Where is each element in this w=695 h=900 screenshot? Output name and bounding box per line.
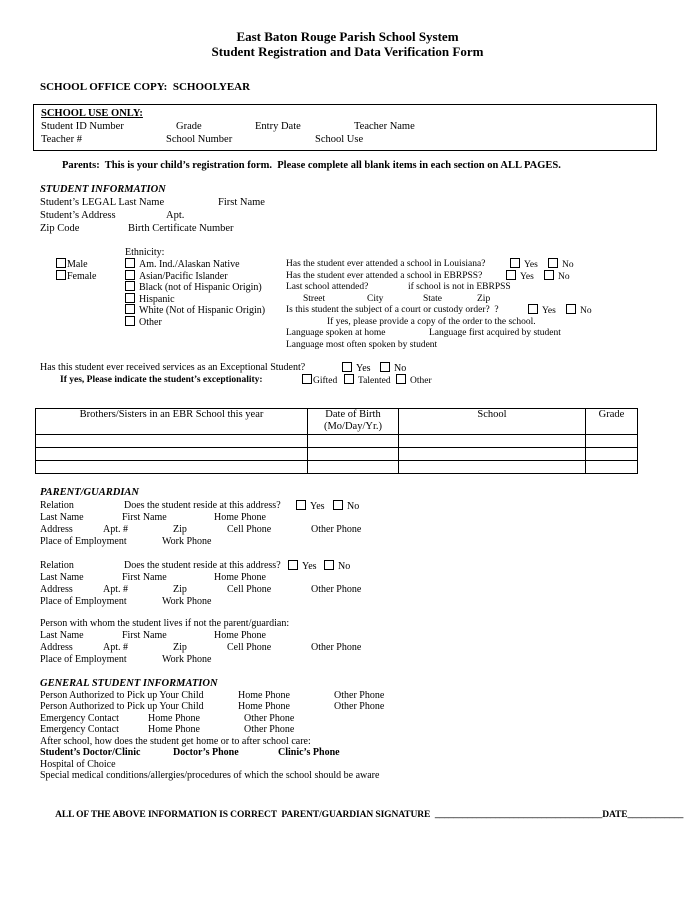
other-exceptionality-checkbox[interactable] (396, 374, 406, 384)
ethnicity-label: Ethnicity: (125, 247, 165, 258)
school-use-box (33, 104, 657, 151)
other-phone-label: Other Phone (244, 724, 295, 735)
louisiana-no-checkbox[interactable] (548, 258, 558, 268)
student-address-label: Student’s Address (40, 210, 116, 221)
no-label: No (347, 501, 360, 512)
lives-with-label: Person with whom the student lives if not the parent/guardian: (40, 618, 290, 629)
other-label: Other (410, 376, 432, 386)
exceptional-question: Has this student ever received services as an Exceptional Student? (40, 362, 306, 373)
cell-phone-label: Cell Phone (227, 642, 272, 653)
louisiana-yes-checkbox[interactable] (510, 258, 520, 268)
siblings-table (35, 408, 638, 474)
no-label: No (338, 561, 351, 572)
pickup-person-label: Person Authorized to Pick up Your Child (40, 701, 204, 712)
other-phone-label: Other Phone (334, 690, 385, 701)
not-ebrpss-label: if school is not in EBRPSS (408, 282, 511, 292)
first-name-label: First Name (218, 197, 265, 208)
ebrpss-yes-checkbox[interactable] (506, 270, 516, 280)
teacher-name-label: Teacher Name (354, 121, 415, 132)
exceptional-no-checkbox[interactable] (380, 362, 390, 372)
sibling-school-cell (399, 435, 586, 448)
relation-label: Relation (40, 560, 74, 571)
yes-label: Yes (356, 363, 371, 374)
sibling-dob-cell (308, 435, 399, 448)
student-info-heading: STUDENT INFORMATION (40, 184, 166, 195)
first-name-label: First Name (122, 512, 167, 523)
ethnicity-option-label: Black (not of Hispanic Origin) (139, 282, 262, 293)
school-use-label: School Use (315, 134, 364, 145)
school-column-header: School (399, 409, 586, 435)
ebrpss-question: Has the student ever attended a school in EBRPSS? (286, 271, 483, 281)
other-phone-label: Other Phone (311, 584, 362, 595)
table-row (36, 461, 638, 474)
legal-last-name-label: Student’s LEGAL Last Name (40, 197, 165, 208)
custody-yes-checkbox[interactable] (528, 304, 538, 314)
other-phone-label: Other Phone (334, 701, 385, 712)
date-label: DATE (602, 810, 628, 820)
other-phone-label: Other Phone (244, 713, 295, 724)
sibling-dob-cell (308, 461, 399, 474)
reside-question: Does the student reside at this address? (124, 500, 281, 511)
sibling-grade-cell (586, 435, 638, 448)
address-label: Address (40, 584, 73, 595)
apt-num-label: Apt. # (103, 584, 128, 595)
sibling-dob-cell (308, 448, 399, 461)
sibling-grade-cell (586, 448, 638, 461)
pickup-person-label: Person Authorized to Pick up Your Child (40, 690, 204, 701)
home-phone-label: Home Phone (148, 713, 200, 724)
other-phone-label: Other Phone (311, 524, 362, 535)
zip-label: Zip (173, 584, 187, 595)
first-name-label: First Name (122, 572, 167, 583)
home-phone-label: Home Phone (148, 724, 200, 735)
dob-column-header: Date of Birth (Mo/Day/Yr.) (308, 409, 399, 435)
work-phone-label: Work Phone (162, 654, 212, 665)
zip-label: Zip (173, 524, 187, 535)
city-label: City (367, 294, 384, 304)
home-phone-label: Home Phone (214, 512, 266, 523)
relation-label: Relation (40, 500, 74, 511)
reside1-yes-checkbox[interactable] (296, 500, 306, 510)
reside2-no-checkbox[interactable] (324, 560, 334, 570)
grade-label: Grade (176, 121, 202, 132)
other-phone-label: Other Phone (311, 642, 362, 653)
home-phone-label: Home Phone (238, 701, 290, 712)
last-name-label: Last Name (40, 512, 84, 523)
yes-label: Yes (542, 306, 556, 316)
state-label: State (423, 294, 442, 304)
general-info-heading: GENERAL STUDENT INFORMATION (40, 678, 218, 689)
emergency-contact-label: Emergency Contact (40, 724, 119, 735)
parents-note: Parents: This is your child’s registration form. Please complete all blank items in each section on ALL PAGES. (62, 160, 561, 171)
male-label: Male (67, 259, 88, 270)
ethnicity-option-label: Hispanic (139, 294, 175, 305)
emergency-contact-label: Emergency Contact (40, 713, 119, 724)
sibling-school-cell (399, 461, 586, 474)
zip-label: Zip (477, 294, 491, 304)
apt-label: Apt. (166, 210, 185, 221)
no-label: No (580, 306, 592, 316)
zip-label: Zip (173, 642, 187, 653)
yes-label: Yes (302, 561, 317, 572)
cell-phone-label: Cell Phone (227, 524, 272, 535)
yes-label: Yes (310, 501, 325, 512)
sibling-grade-cell (586, 461, 638, 474)
employment-label: Place of Employment (40, 596, 127, 607)
address-label: Address (40, 642, 73, 653)
apt-num-label: Apt. # (103, 524, 128, 535)
work-phone-label: Work Phone (162, 596, 212, 607)
medical-conditions-label: Special medical conditions/allergies/procedures of which the school should be aware (40, 770, 380, 781)
form-title-line1: East Baton Rouge Parish School System (236, 29, 459, 44)
teacher-number-label: Teacher # (41, 134, 82, 145)
date-line: ____________ (627, 810, 684, 820)
clinic-phone-label: Clinic’s Phone (278, 747, 340, 758)
sibling-name-cell (36, 461, 308, 474)
school-use-heading: SCHOOL USE ONLY: (41, 108, 143, 119)
last-name-label: Last Name (40, 630, 84, 641)
doctor-label: Student’s Doctor/Clinic (40, 747, 141, 758)
birth-certificate-label: Birth Certificate Number (128, 223, 234, 234)
address-label: Address (40, 524, 73, 535)
reside2-yes-checkbox[interactable] (288, 560, 298, 570)
no-label: No (558, 272, 570, 282)
hospital-label: Hospital of Choice (40, 759, 116, 770)
form-title-line2: Student Registration and Data Verification Form (211, 44, 484, 59)
sibling-name-cell (36, 435, 308, 448)
ethnicity-option-label: Asian/Pacific Islander (139, 271, 228, 282)
no-label: No (394, 363, 407, 374)
school-number-label: School Number (166, 134, 233, 145)
employment-label: Place of Employment (40, 536, 127, 547)
ethnicity-option-label: White (Not of Hispanic Origin) (139, 305, 266, 316)
reside-question: Does the student reside at this address? (124, 560, 281, 571)
yes-label: Yes (520, 272, 534, 282)
custody-no-checkbox[interactable] (566, 304, 576, 314)
no-label: No (562, 260, 574, 270)
table-row (36, 448, 638, 461)
street-label: Street (303, 294, 326, 304)
language-most-label: Language most often spoken by student (286, 340, 438, 350)
language-home-label: Language spoken at home (286, 328, 386, 338)
ethnicity-option-label: Other (139, 317, 162, 328)
cell-phone-label: Cell Phone (227, 584, 272, 595)
zip-code-label: Zip Code (40, 223, 80, 234)
entry-date-label: Entry Date (255, 121, 301, 132)
student-id-label: Student ID Number (41, 121, 124, 132)
siblings-column-header: Brothers/Sisters in an EBR School this year (36, 409, 308, 435)
gifted-label: Gifted (313, 376, 338, 386)
talented-label: Talented (358, 376, 391, 386)
table-row (36, 435, 638, 448)
female-label: Female (67, 271, 97, 282)
last-name-label: Last Name (40, 572, 84, 583)
grade-column-header: Grade (586, 409, 638, 435)
first-name-label: First Name (122, 630, 167, 641)
talented-checkbox[interactable] (344, 374, 354, 384)
sibling-school-cell (399, 448, 586, 461)
language-first-label: Language first acquired by student (429, 328, 561, 338)
home-phone-label: Home Phone (214, 572, 266, 583)
work-phone-label: Work Phone (162, 536, 212, 547)
signature-statement: ALL OF THE ABOVE INFORMATION IS CORRECT PARENT/GUARDIAN SIGNATURE (55, 810, 435, 820)
home-phone-label: Home Phone (214, 630, 266, 641)
custody-note: If yes, please provide a copy of the order to the school. (327, 317, 536, 327)
gifted-checkbox[interactable] (302, 374, 312, 384)
ethnicity-option-label: Am. Ind./Alaskan Native (139, 259, 240, 270)
yes-label: Yes (524, 260, 538, 270)
parent-guardian-heading: PARENT/GUARDIAN (40, 487, 139, 498)
doctor-phone-label: Doctor’s Phone (173, 747, 239, 758)
ebrpss-no-checkbox[interactable] (544, 270, 554, 280)
signature-line: ____________________________________ (434, 810, 603, 820)
apt-num-label: Apt. # (103, 642, 128, 653)
reside1-no-checkbox[interactable] (333, 500, 343, 510)
exceptionality-prompt: If yes, Please indicate the student’s exceptionality: (60, 375, 263, 385)
after-school-label: After school, how does the student get home or to after school care: (40, 736, 311, 747)
home-phone-label: Home Phone (238, 690, 290, 701)
exceptional-yes-checkbox[interactable] (342, 362, 352, 372)
sibling-name-cell (36, 448, 308, 461)
custody-question: Is this student the subject of a court or custody order? ? (286, 305, 499, 315)
louisiana-question: Has the student ever attended a school in Louisiana? (286, 259, 486, 269)
last-school-label: Last school attended? (286, 282, 369, 292)
office-copy-label: SCHOOL OFFICE COPY: SCHOOLYEAR (40, 81, 251, 93)
employment-label: Place of Employment (40, 654, 127, 665)
